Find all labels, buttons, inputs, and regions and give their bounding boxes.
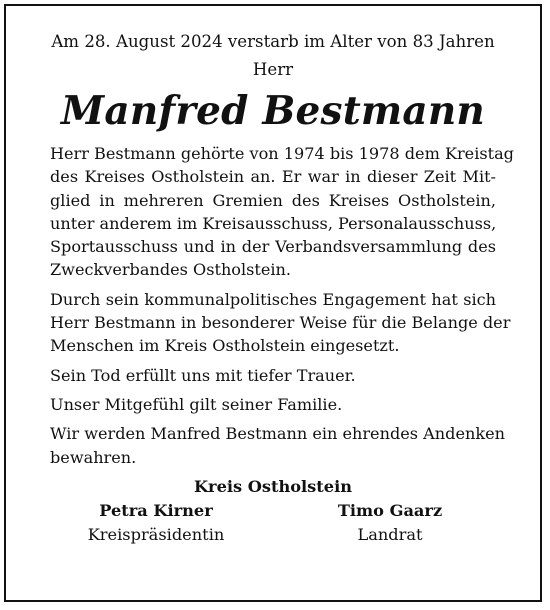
text-line: Sein Tod erfüllt uns mit tiefer Trauer. <box>50 365 356 385</box>
honorific: Herr <box>252 60 294 79</box>
intro-line: Am 28. August 2024 verstarb im Alter von 83 Jahren <box>51 32 495 51</box>
signature-block <box>50 475 496 547</box>
signer-role: Kreispräsidentin <box>87 524 225 544</box>
text-line: Herr Bestmann in besonderer Weise für die Belange der <box>50 313 511 333</box>
signer-role: Landrat <box>357 524 423 544</box>
text-line: Herr Bestmann gehörte von 1974 bis 1978 dem Kreistag <box>50 144 514 163</box>
text-line: bewahren. <box>50 447 137 467</box>
text-line: Wir werden Manfred Bestmann ein ehrendes Andenken <box>50 424 505 444</box>
paragraph-mourning <box>50 364 496 387</box>
text-line: Sportausschuss und in der Verbandsversammlung des <box>50 237 496 257</box>
text-line: unter anderem im Kreisausschuss, Personalausschuss, <box>50 213 497 233</box>
notice-body <box>50 142 514 469</box>
signers <box>50 499 496 547</box>
paragraph-remembrance <box>50 422 505 469</box>
text-line: glied in mehreren Gremien des Kreises Ostholstein, <box>50 190 496 210</box>
signer-left <box>56 499 256 547</box>
text-line: Zweckverbandes Ostholstein. <box>50 260 292 280</box>
paragraph-engagement <box>50 288 511 358</box>
deceased-name: Manfred Bestmann <box>61 88 485 134</box>
signer-name: Timo Gaarz <box>337 500 443 520</box>
signer-name: Petra Kirner <box>99 500 213 520</box>
text-line: des Kreises Ostholstein an. Er war in dieser Zeit Mit- <box>50 167 496 187</box>
text-line: Unser Mitgefühl gilt seiner Familie. <box>50 394 343 414</box>
signer-right <box>290 499 490 547</box>
text-line: Durch sein kommunalpolitisches Engagement hat sich <box>50 289 496 309</box>
paragraph-sympathy <box>50 393 496 416</box>
organization-name: Kreis Ostholstein <box>193 476 352 496</box>
text-line: Menschen im Kreis Ostholstein eingesetzt. <box>50 336 400 356</box>
obituary-notice-frame <box>4 4 542 602</box>
paragraph-service <box>50 142 514 282</box>
